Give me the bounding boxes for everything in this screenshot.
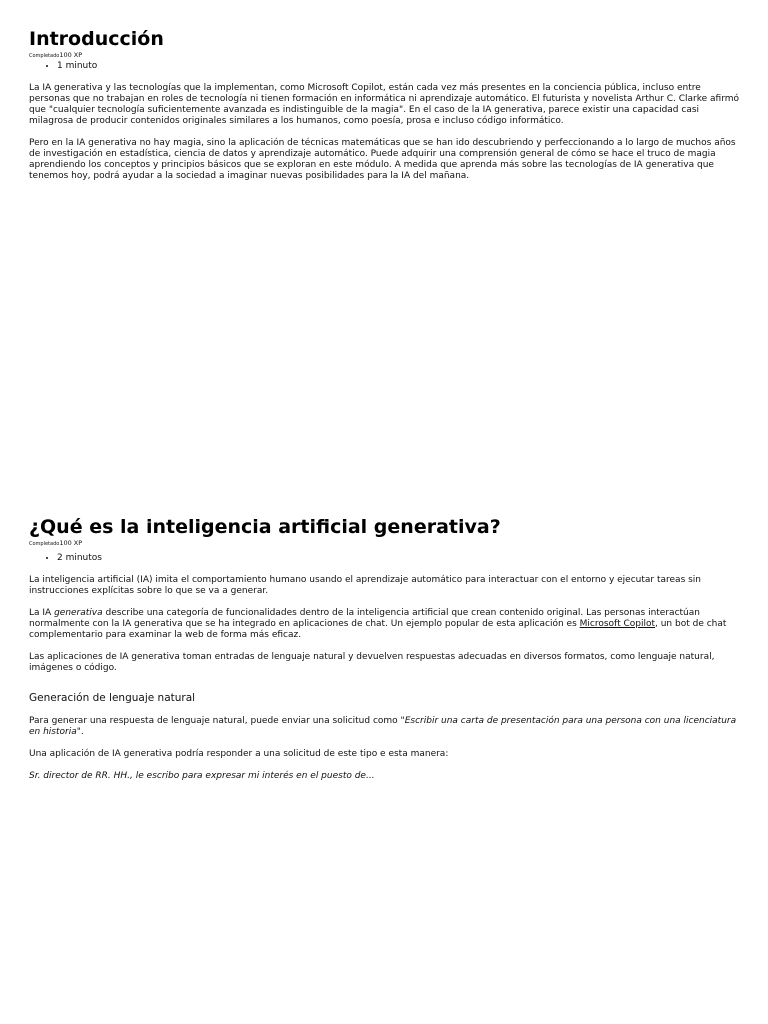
- emphasis-text: generativa: [54, 608, 103, 618]
- intro-section: [29, 27, 741, 182]
- completion-status: Completado: [29, 541, 60, 547]
- duration-list: [29, 60, 741, 72]
- progress-meta: [29, 539, 741, 548]
- duration-list: [29, 552, 741, 564]
- text-run: , un bot de chat complementario para examinar la web de forma más eficaz.: [29, 619, 727, 640]
- intro-paragraph-1: La IA generativa y las tecnologías que la implementan, como Microsoft Copilot, están cada vez más presentes en la conciencia pública, incluso entre personas que no trabajan en roles de tecnología ni tienen formación en informática ni aprendizaje automático. El futurista y novelista Arthur C. Clarke afirmó que "cualquier tecnología suficientemente avanzada es indistinguible de la magia". En el caso de la IA generativa, parece existir una capacidad casi milagrosa de producir contenidos originales similares a los humanos, como poesía, prosa e incluso código informático.: [29, 83, 740, 126]
- text-run: La IA: [29, 608, 55, 618]
- duration-item: • 2 minutos: [57, 552, 741, 564]
- xp-value: 100 XP: [59, 51, 83, 59]
- prompt-example-paragraph: [29, 716, 741, 738]
- intro-paragraph-2: Pero en la IA generativa no hay magia, sino la aplicación de técnicas matemáticas que se han ido descubriendo y perfeccionando a lo largo de muchos años de investigación en estadística, ciencia de datos y aprendizaje automático. Puede adquirir una comprensión general de cómo se hace el truco de magia aprendiendo los conceptos y principios básicos que se exploran en este módulo. A medida que aprenda más sobre las tecnologías de IA generativa que tenemos hoy, podrá ayudar a la sociedad a imaginar nuevas posibilidades para la IA del mañana.: [29, 138, 736, 181]
- text-run: Para generar una respuesta de lenguaje natural, puede enviar una solicitud como ": [29, 716, 405, 726]
- response-example-text: Sr. director de RR. HH., le escribo para expresar mi interés en el puesto de...: [29, 771, 375, 781]
- prompt-example-text: Escribir una carta de presentación para una persona con una licenciatura en historia: [29, 716, 737, 737]
- ai-definition-paragraph: La inteligencia artificial (IA) imita el comportamiento humano usando el aprendizaje automático para interactuar con el entorno y ejecutar tareas sin instrucciones explícitas sobre lo que se va a generar.: [29, 575, 702, 596]
- section-title: Introducción: [29, 28, 164, 50]
- completion-status: Completado: [29, 53, 60, 59]
- response-example-paragraph: [29, 771, 741, 782]
- microsoft-copilot-link[interactable]: Microsoft Copilot: [579, 619, 655, 629]
- duration-item: • 1 minuto: [57, 60, 741, 72]
- section-title: ¿Qué es la inteligencia artificial generativa?: [29, 516, 501, 538]
- response-intro-paragraph: Una aplicación de IA generativa podría responder a una solicitud de este tipo e esta manera:: [29, 749, 449, 759]
- generative-ai-section: [29, 515, 741, 782]
- progress-meta: [29, 51, 741, 60]
- subsection-heading: Generación de lenguaje natural: [29, 692, 196, 704]
- text-run: describe una categoría de funcionalidades dentro de la inteligencia artificial que crean contenido original. Las personas interactúan normalmente con la IA generativa que se ha integrado en aplicaciones de chat. Un ejemplo popular de esta aplicación es: [29, 608, 700, 629]
- xp-value: 100 XP: [59, 539, 83, 547]
- text-run: ".: [76, 727, 84, 737]
- generative-definition-paragraph: [29, 608, 741, 641]
- inputs-outputs-paragraph: Las aplicaciones de IA generativa toman entradas de lenguaje natural y devuelven respuestas adecuadas en diversos formatos, como lenguaje natural, imágenes o código.: [29, 652, 715, 673]
